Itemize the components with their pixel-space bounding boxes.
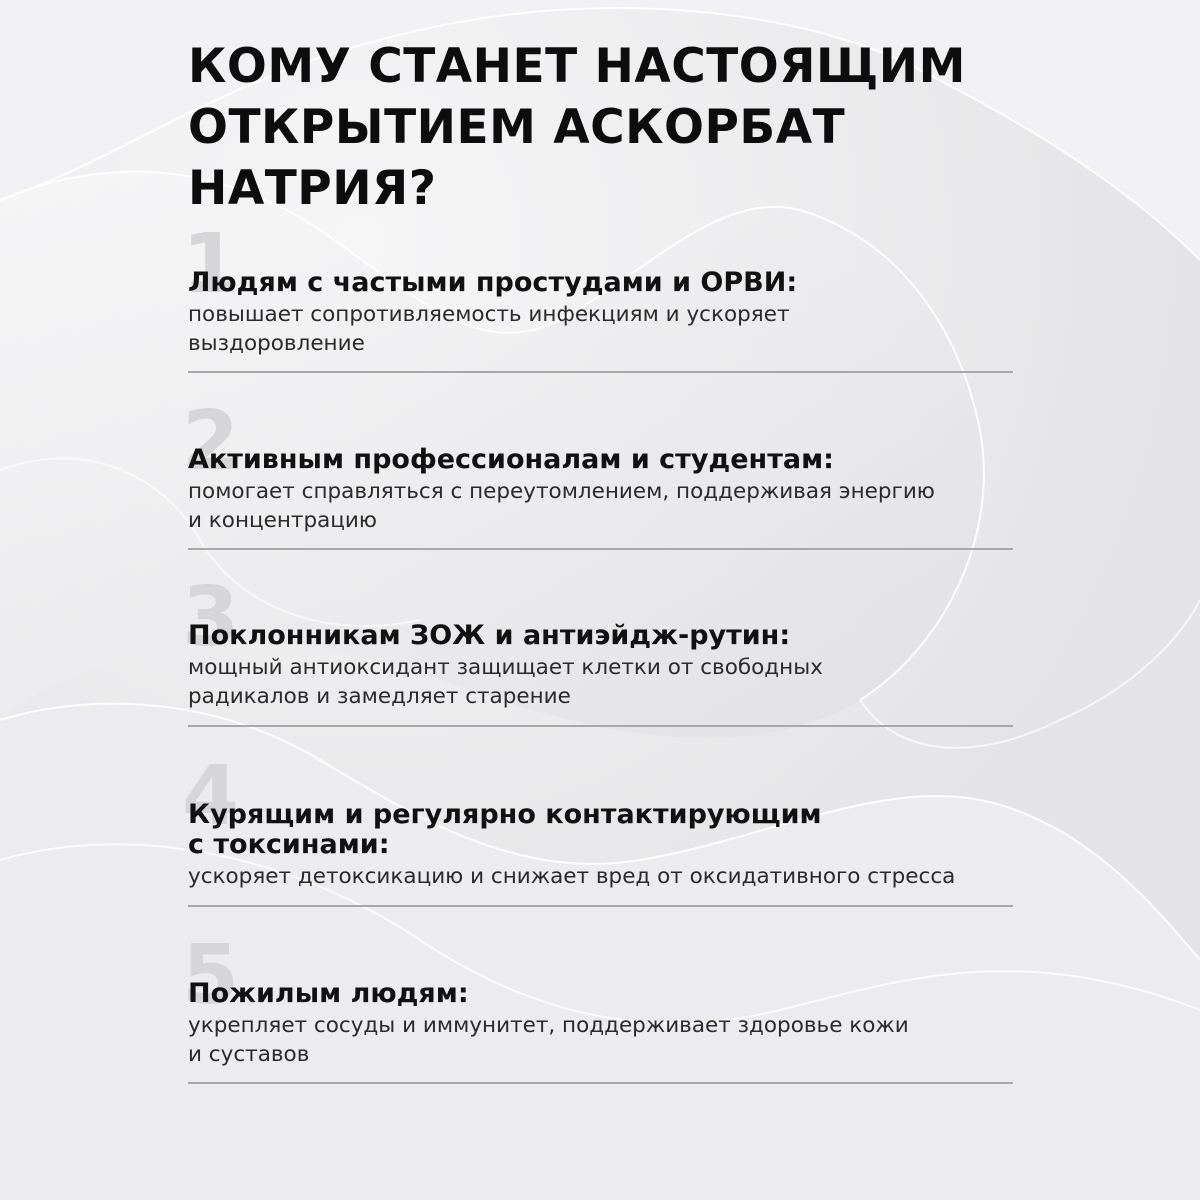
divider — [188, 371, 1013, 373]
item-description-line-1: ускоряет детоксикацию и снижает вред от оксидативного стресса — [188, 864, 956, 889]
item-description-line-1: помогает справляться с переутомлением, поддерживая энергию — [188, 479, 935, 504]
item-description — [188, 477, 1013, 535]
item-heading: Поклонникам ЗОЖ и антиэйдж-рутин: — [188, 620, 791, 651]
item-heading: Людям с частыми простудами и ОРВИ: — [188, 267, 798, 298]
item-description — [188, 653, 1013, 711]
item-description-line-1: мощный антиоксидант защищает клетки от свободных — [188, 655, 823, 680]
item-description — [188, 1011, 1013, 1069]
list-item — [182, 217, 1013, 358]
item-description-line-2: выздоровление — [188, 331, 365, 356]
item-description — [188, 862, 1013, 891]
divider — [188, 725, 1013, 727]
item-description-line-1: повышает сопротивляемость инфекциям и ускоряет — [188, 302, 790, 327]
item-number: 1 — [182, 217, 240, 312]
item-description-line-2: и концентрацию — [188, 508, 377, 533]
item-heading: Активным профессионалам и студентам: — [188, 444, 834, 475]
item-description — [188, 300, 1013, 358]
item-heading-line-1: Курящим и регулярно контактирующим — [188, 799, 822, 830]
page-title-line-1: КОМУ СТАНЕТ НАСТОЯЩИМ — [188, 39, 966, 94]
page-title-line-2: ОТКРЫТИЕМ АСКОРБАТ НАТРИЯ? — [188, 100, 846, 216]
item-heading-line-2: с токсинами: — [188, 829, 390, 860]
list-item — [182, 570, 1013, 711]
item-description-line-2: и суставов — [188, 1042, 310, 1067]
item-description-line-1: укрепляет сосуды и иммунитет, поддерживает здоровье кожи — [188, 1013, 909, 1038]
divider — [188, 548, 1013, 550]
list-item — [182, 394, 1013, 535]
divider — [188, 1082, 1013, 1084]
item-number: 5 — [182, 928, 240, 1023]
item-number: 2 — [182, 394, 240, 489]
page-title — [188, 36, 1088, 219]
item-description-line-2: радикалов и замедляет старение — [188, 684, 571, 709]
item-heading: Пожилым людям: — [188, 978, 469, 1009]
list-item — [182, 928, 1013, 1069]
list-item — [182, 749, 1013, 891]
divider — [188, 905, 1013, 907]
content — [182, 0, 1018, 1200]
item-number: 3 — [182, 570, 240, 665]
item-heading — [188, 800, 1013, 860]
item-number: 4 — [182, 749, 240, 844]
